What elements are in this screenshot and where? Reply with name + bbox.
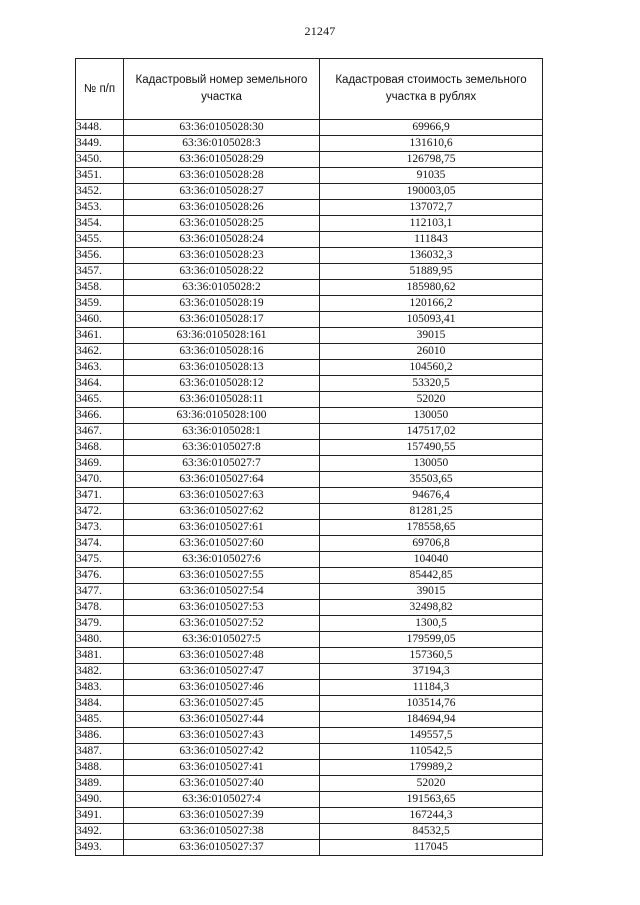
- table-row: [76, 360, 543, 376]
- row-number-cell: 3453.: [76, 200, 124, 216]
- cadastral-number-cell: 63:36:0105028:30: [124, 120, 320, 136]
- cadastral-value-cell: 130050: [320, 456, 543, 472]
- table-row: [76, 600, 543, 616]
- table-row: [76, 616, 543, 632]
- cadastral-number-cell: 63:36:0105028:16: [124, 344, 320, 360]
- cadastral-value-cell: 35503,65: [320, 472, 543, 488]
- table-row: [76, 408, 543, 424]
- cadastral-value-cell: 81281,25: [320, 504, 543, 520]
- row-number-cell: 3456.: [76, 248, 124, 264]
- cadastral-value-cell: 110542,5: [320, 744, 543, 760]
- table-row: [76, 264, 543, 280]
- cadastral-value-cell: 191563,65: [320, 792, 543, 808]
- cadastral-number-cell: 63:36:0105027:39: [124, 808, 320, 824]
- cadastral-value-cell: 85442,85: [320, 568, 543, 584]
- row-number-cell: 3448.: [76, 120, 124, 136]
- cadastral-number-cell: 63:36:0105027:44: [124, 712, 320, 728]
- table-body: [76, 120, 543, 856]
- table-row: [76, 536, 543, 552]
- table-row: [76, 216, 543, 232]
- cadastral-number-cell: 63:36:0105027:7: [124, 456, 320, 472]
- table-row: [76, 392, 543, 408]
- cadastral-value-cell: 11184,3: [320, 680, 543, 696]
- cadastral-number-cell: 63:36:0105028:27: [124, 184, 320, 200]
- cadastral-value-cell: 53320,5: [320, 376, 543, 392]
- row-number-cell: 3459.: [76, 296, 124, 312]
- cadastral-value-cell: 185980,62: [320, 280, 543, 296]
- table-row: [76, 776, 543, 792]
- row-number-cell: 3460.: [76, 312, 124, 328]
- row-number-cell: 3450.: [76, 152, 124, 168]
- cadastral-value-cell: 111843: [320, 232, 543, 248]
- table-row: [76, 648, 543, 664]
- table-row: [76, 280, 543, 296]
- cadastral-value-cell: 26010: [320, 344, 543, 360]
- cadastral-number-cell: 63:36:0105027:6: [124, 552, 320, 568]
- table-row: [76, 424, 543, 440]
- table-row: [76, 136, 543, 152]
- cadastral-value-cell: 39015: [320, 584, 543, 600]
- cadastral-value-cell: 37194,3: [320, 664, 543, 680]
- cadastral-value-cell: 84532,5: [320, 824, 543, 840]
- cadastral-number-cell: 63:36:0105028:11: [124, 392, 320, 408]
- cadastral-number-cell: 63:36:0105027:64: [124, 472, 320, 488]
- cadastral-number-cell: 63:36:0105027:54: [124, 584, 320, 600]
- table-row: [76, 552, 543, 568]
- cadastral-number-cell: 63:36:0105027:40: [124, 776, 320, 792]
- cadastral-number-cell: 63:36:0105027:41: [124, 760, 320, 776]
- header-row-number: № п/п: [76, 59, 124, 120]
- cadastral-number-cell: 63:36:0105027:43: [124, 728, 320, 744]
- cadastral-value-cell: 120166,2: [320, 296, 543, 312]
- cadastral-value-cell: 112103,1: [320, 216, 543, 232]
- cadastral-number-cell: 63:36:0105028:13: [124, 360, 320, 376]
- cadastral-value-cell: 190003,05: [320, 184, 543, 200]
- cadastral-number-cell: 63:36:0105028:17: [124, 312, 320, 328]
- cadastral-number-cell: 63:36:0105028:25: [124, 216, 320, 232]
- table-row: [76, 184, 543, 200]
- cadastral-value-cell: 104040: [320, 552, 543, 568]
- cadastral-value-cell: 105093,41: [320, 312, 543, 328]
- cadastral-value-cell: 167244,3: [320, 808, 543, 824]
- cadastral-value-cell: 130050: [320, 408, 543, 424]
- cadastral-value-cell: 136032,3: [320, 248, 543, 264]
- table-row: [76, 152, 543, 168]
- cadastral-value-cell: 103514,76: [320, 696, 543, 712]
- row-number-cell: 3490.: [76, 792, 124, 808]
- cadastral-value-table: [75, 58, 543, 856]
- row-number-cell: 3463.: [76, 360, 124, 376]
- table-row: [76, 568, 543, 584]
- cadastral-value-cell: 147517,02: [320, 424, 543, 440]
- table-row: [76, 728, 543, 744]
- cadastral-number-cell: 63:36:0105028:29: [124, 152, 320, 168]
- row-number-cell: 3473.: [76, 520, 124, 536]
- cadastral-number-cell: 63:36:0105027:47: [124, 664, 320, 680]
- cadastral-value-cell: 137072,7: [320, 200, 543, 216]
- cadastral-number-cell: 63:36:0105028:3: [124, 136, 320, 152]
- cadastral-number-cell: 63:36:0105027:46: [124, 680, 320, 696]
- row-number-cell: 3486.: [76, 728, 124, 744]
- table-row: [76, 840, 543, 856]
- cadastral-value-cell: 117045: [320, 840, 543, 856]
- row-number-cell: 3467.: [76, 424, 124, 440]
- cadastral-value-cell: 179989,2: [320, 760, 543, 776]
- table-row: [76, 344, 543, 360]
- cadastral-value-cell: 32498,82: [320, 600, 543, 616]
- cadastral-number-cell: 63:36:0105027:52: [124, 616, 320, 632]
- table-row: [76, 584, 543, 600]
- row-number-cell: 3451.: [76, 168, 124, 184]
- table-row: [76, 824, 543, 840]
- table-row: [76, 504, 543, 520]
- cadastral-number-cell: 63:36:0105027:8: [124, 440, 320, 456]
- cadastral-value-cell: 149557,5: [320, 728, 543, 744]
- row-number-cell: 3455.: [76, 232, 124, 248]
- cadastral-number-cell: 63:36:0105028:2: [124, 280, 320, 296]
- cadastral-number-cell: 63:36:0105027:55: [124, 568, 320, 584]
- table-row: [76, 168, 543, 184]
- table-row: [76, 696, 543, 712]
- row-number-cell: 3489.: [76, 776, 124, 792]
- cadastral-value-cell: 178558,65: [320, 520, 543, 536]
- cadastral-number-cell: 63:36:0105028:24: [124, 232, 320, 248]
- row-number-cell: 3487.: [76, 744, 124, 760]
- header-cadastral-number: Кадастровый номер земельного участка: [124, 59, 320, 120]
- table-row: [76, 520, 543, 536]
- row-number-cell: 3479.: [76, 616, 124, 632]
- table-row: [76, 248, 543, 264]
- header-cadastral-value: Кадастровая стоимость земельного участка в рублях: [320, 59, 543, 120]
- table-row: [76, 744, 543, 760]
- row-number-cell: 3461.: [76, 328, 124, 344]
- cadastral-number-cell: 63:36:0105028:23: [124, 248, 320, 264]
- row-number-cell: 3485.: [76, 712, 124, 728]
- row-number-cell: 3452.: [76, 184, 124, 200]
- row-number-cell: 3482.: [76, 664, 124, 680]
- row-number-cell: 3477.: [76, 584, 124, 600]
- cadastral-number-cell: 63:36:0105027:38: [124, 824, 320, 840]
- table-row: [76, 808, 543, 824]
- row-number-cell: 3469.: [76, 456, 124, 472]
- table-row: [76, 760, 543, 776]
- table-row: [76, 440, 543, 456]
- table-row: [76, 328, 543, 344]
- table-row: [76, 792, 543, 808]
- cadastral-value-cell: 52020: [320, 392, 543, 408]
- table-row: [76, 232, 543, 248]
- cadastral-number-cell: 63:36:0105027:42: [124, 744, 320, 760]
- cadastral-number-cell: 63:36:0105028:26: [124, 200, 320, 216]
- row-number-cell: 3484.: [76, 696, 124, 712]
- cadastral-number-cell: 63:36:0105027:48: [124, 648, 320, 664]
- row-number-cell: 3458.: [76, 280, 124, 296]
- cadastral-number-cell: 63:36:0105027:60: [124, 536, 320, 552]
- cadastral-value-cell: 94676,4: [320, 488, 543, 504]
- cadastral-number-cell: 63:36:0105027:61: [124, 520, 320, 536]
- row-number-cell: 3478.: [76, 600, 124, 616]
- cadastral-number-cell: 63:36:0105028:1: [124, 424, 320, 440]
- table-row: [76, 632, 543, 648]
- table-row: [76, 120, 543, 136]
- cadastral-value-cell: 52020: [320, 776, 543, 792]
- row-number-cell: 3476.: [76, 568, 124, 584]
- table-row: [76, 680, 543, 696]
- row-number-cell: 3468.: [76, 440, 124, 456]
- cadastral-value-cell: 1300,5: [320, 616, 543, 632]
- cadastral-value-cell: 51889,95: [320, 264, 543, 280]
- cadastral-number-cell: 63:36:0105027:45: [124, 696, 320, 712]
- cadastral-number-cell: 63:36:0105028:28: [124, 168, 320, 184]
- cadastral-number-cell: 63:36:0105027:53: [124, 600, 320, 616]
- table-row: [76, 664, 543, 680]
- cadastral-number-cell: 63:36:0105027:37: [124, 840, 320, 856]
- row-number-cell: 3488.: [76, 760, 124, 776]
- table-row: [76, 456, 543, 472]
- table-row: [76, 200, 543, 216]
- table-header-row: [76, 59, 543, 120]
- row-number-cell: 3464.: [76, 376, 124, 392]
- cadastral-number-cell: 63:36:0105028:22: [124, 264, 320, 280]
- page-number: 21247: [304, 24, 336, 38]
- cadastral-value-cell: 39015: [320, 328, 543, 344]
- cadastral-value-cell: 69966,9: [320, 120, 543, 136]
- row-number-cell: 3465.: [76, 392, 124, 408]
- row-number-cell: 3470.: [76, 472, 124, 488]
- cadastral-number-cell: 63:36:0105028:19: [124, 296, 320, 312]
- cadastral-number-cell: 63:36:0105027:63: [124, 488, 320, 504]
- row-number-cell: 3462.: [76, 344, 124, 360]
- cadastral-value-cell: 184694,94: [320, 712, 543, 728]
- row-number-cell: 3471.: [76, 488, 124, 504]
- cadastral-number-cell: 63:36:0105027:4: [124, 792, 320, 808]
- cadastral-value-cell: 69706,8: [320, 536, 543, 552]
- table-row: [76, 712, 543, 728]
- table-row: [76, 296, 543, 312]
- cadastral-number-cell: 63:36:0105028:12: [124, 376, 320, 392]
- row-number-cell: 3475.: [76, 552, 124, 568]
- row-number-cell: 3457.: [76, 264, 124, 280]
- row-number-cell: 3472.: [76, 504, 124, 520]
- row-number-cell: 3493.: [76, 840, 124, 856]
- cadastral-value-cell: 91035: [320, 168, 543, 184]
- cadastral-number-cell: 63:36:0105028:161: [124, 328, 320, 344]
- row-number-cell: 3481.: [76, 648, 124, 664]
- cadastral-value-cell: 131610,6: [320, 136, 543, 152]
- cadastral-value-cell: 126798,75: [320, 152, 543, 168]
- cadastral-number-cell: 63:36:0105027:5: [124, 632, 320, 648]
- row-number-cell: 3474.: [76, 536, 124, 552]
- cadastral-number-cell: 63:36:0105028:100: [124, 408, 320, 424]
- table-row: [76, 472, 543, 488]
- table-row: [76, 312, 543, 328]
- cadastral-number-cell: 63:36:0105027:62: [124, 504, 320, 520]
- row-number-cell: 3483.: [76, 680, 124, 696]
- cadastral-value-cell: 157490,55: [320, 440, 543, 456]
- row-number-cell: 3454.: [76, 216, 124, 232]
- row-number-cell: 3466.: [76, 408, 124, 424]
- row-number-cell: 3480.: [76, 632, 124, 648]
- row-number-cell: 3492.: [76, 824, 124, 840]
- row-number-cell: 3491.: [76, 808, 124, 824]
- cadastral-value-cell: 157360,5: [320, 648, 543, 664]
- row-number-cell: 3449.: [76, 136, 124, 152]
- table-row: [76, 376, 543, 392]
- table-row: [76, 488, 543, 504]
- cadastral-value-cell: 179599,05: [320, 632, 543, 648]
- cadastral-value-cell: 104560,2: [320, 360, 543, 376]
